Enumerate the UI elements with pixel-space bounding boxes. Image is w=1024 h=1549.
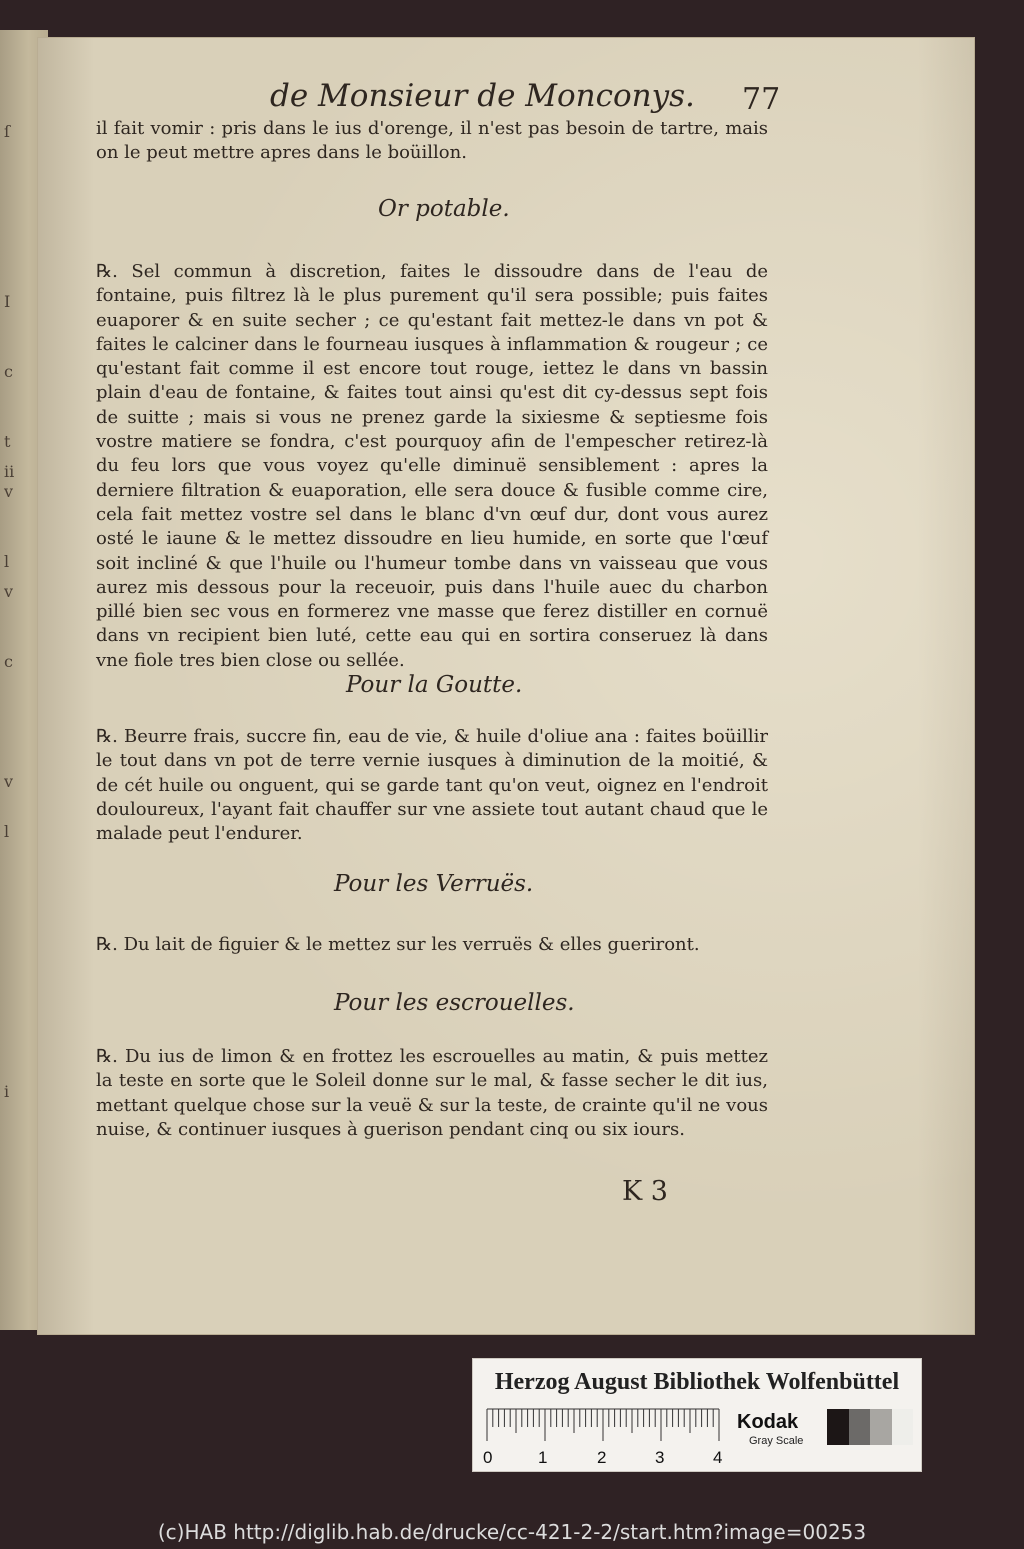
facing-page-marks: ſ I c t ii v l v c v l i xyxy=(4,122,15,1101)
section-text-verrues: ℞. Du lait de figuier & le mettez sur les verruës & elles gueriront. xyxy=(96,934,700,955)
scale-label-2: 2 xyxy=(597,1448,607,1465)
footer-url: (c)HAB http://diglib.hab.de/drucke/cc-421-2-2/start.htm?image=00253 xyxy=(157,1520,867,1544)
swatch-black xyxy=(827,1409,849,1445)
page-number: 77 xyxy=(742,82,781,117)
section-text-goutte: ℞. Beurre frais, succre fin, eau de vie, & huile d'oliue ana : faites boüillir le tout dans vn pot de terre vernie iusques à diminution de la moitié, & de cét huile ou onguent, qui se garde tant qu'on veut, oignez en l'endroit douloureux, l'ayant fait chauffer sur vne assiete tout autant chaud que le malade peut l'endurer. xyxy=(96,726,768,845)
color-target-card xyxy=(472,1358,922,1472)
signature-mark: K 3 xyxy=(622,1176,668,1207)
kodak-logo: Kodak xyxy=(737,1411,799,1433)
scale-label-3: 3 xyxy=(655,1448,665,1465)
scale-label-0: 0 xyxy=(483,1448,493,1465)
section-heading-goutte: Pour la Goutte. xyxy=(346,672,523,698)
section-text-or-potable: ℞. Sel commun à discretion, faites le dissoudre dans de l'eau de fontaine, puis filtrez là le plus purement qu'il sera possible; puis faites euaporer & en suite secher ; ce qu'estant fait mettez-le dans vn pot & faites le calciner dans le fourneau iusques à inflammation & rougeur ; ce qu'estant fait comme il est encore tout rouge, iettez le dans vn bassin plain d'eau de fontaine, & faites tout ainsi qu'est dit cy-dessus sept fois de suitte ; mais si vous ne prenez garde la sixiesme & septiesme fois vostre matiere se fondra, c'est pourquoy afin de l'empescher retirez-là du feu lors que vous voyez qu'elle diminuë sensiblement : apres la derniere filtration & euaporation, elle sera douce & fusible comme cire, cela fait mettez vostre sel dans le blanc d'vn œuf dur, dont vous aurez osté le iaune & le mettez dissoudre en lieu humide, en sorte que l'œuf soit incliné & que l'huile ou l'humeur tombe dans vn vaisseau que vous aurez mis dessous pour la receuoir, puis dans l'huile auec du charbon pillé bien sec vous en formerez vne masse que ferez distiller en cornuë dans vn recipient bien luté, cette eau qui en sortira conseruez là dans vne fiole tres bien close ou sellée. xyxy=(96,261,768,671)
swatch-mid-gray xyxy=(870,1409,892,1445)
scale-label-4: 4 xyxy=(713,1448,723,1465)
swatch-dark-gray xyxy=(849,1409,871,1445)
gray-swatches xyxy=(827,1409,913,1445)
continuation-paragraph: il fait vomir : pris dans le ius d'orenge, il n'est pas besoin de tartre, mais on le peut mettre apres dans le boüillon. xyxy=(96,118,768,164)
section-heading-escrouelles: Pour les escrouelles. xyxy=(334,990,575,1016)
scale-label-1: 1 xyxy=(538,1448,548,1465)
library-name: Herzog August Bibliothek Wolfenbüttel xyxy=(494,1369,900,1395)
running-head: de Monsieur de Monconys. xyxy=(270,78,695,114)
swatch-light xyxy=(892,1409,914,1445)
scale-ruler xyxy=(483,1407,723,1465)
section-heading-verrues: Pour les Verruës. xyxy=(334,871,534,897)
section-heading-or-potable: Or potable. xyxy=(378,196,510,222)
gray-scale-label: Gray Scale xyxy=(749,1435,804,1447)
section-text-escrouelles: ℞. Du ius de limon & en frottez les escrouelles au matin, & puis mettez la teste en sorte que le Soleil donne sur le mal, & fasse secher le dit ius, mettant quelque chose sur la veuë & sur la teste, de crainte qu'il ne vous nuise, & continuer iusques à guerison pendant cinq ou six iours. xyxy=(96,1046,768,1140)
